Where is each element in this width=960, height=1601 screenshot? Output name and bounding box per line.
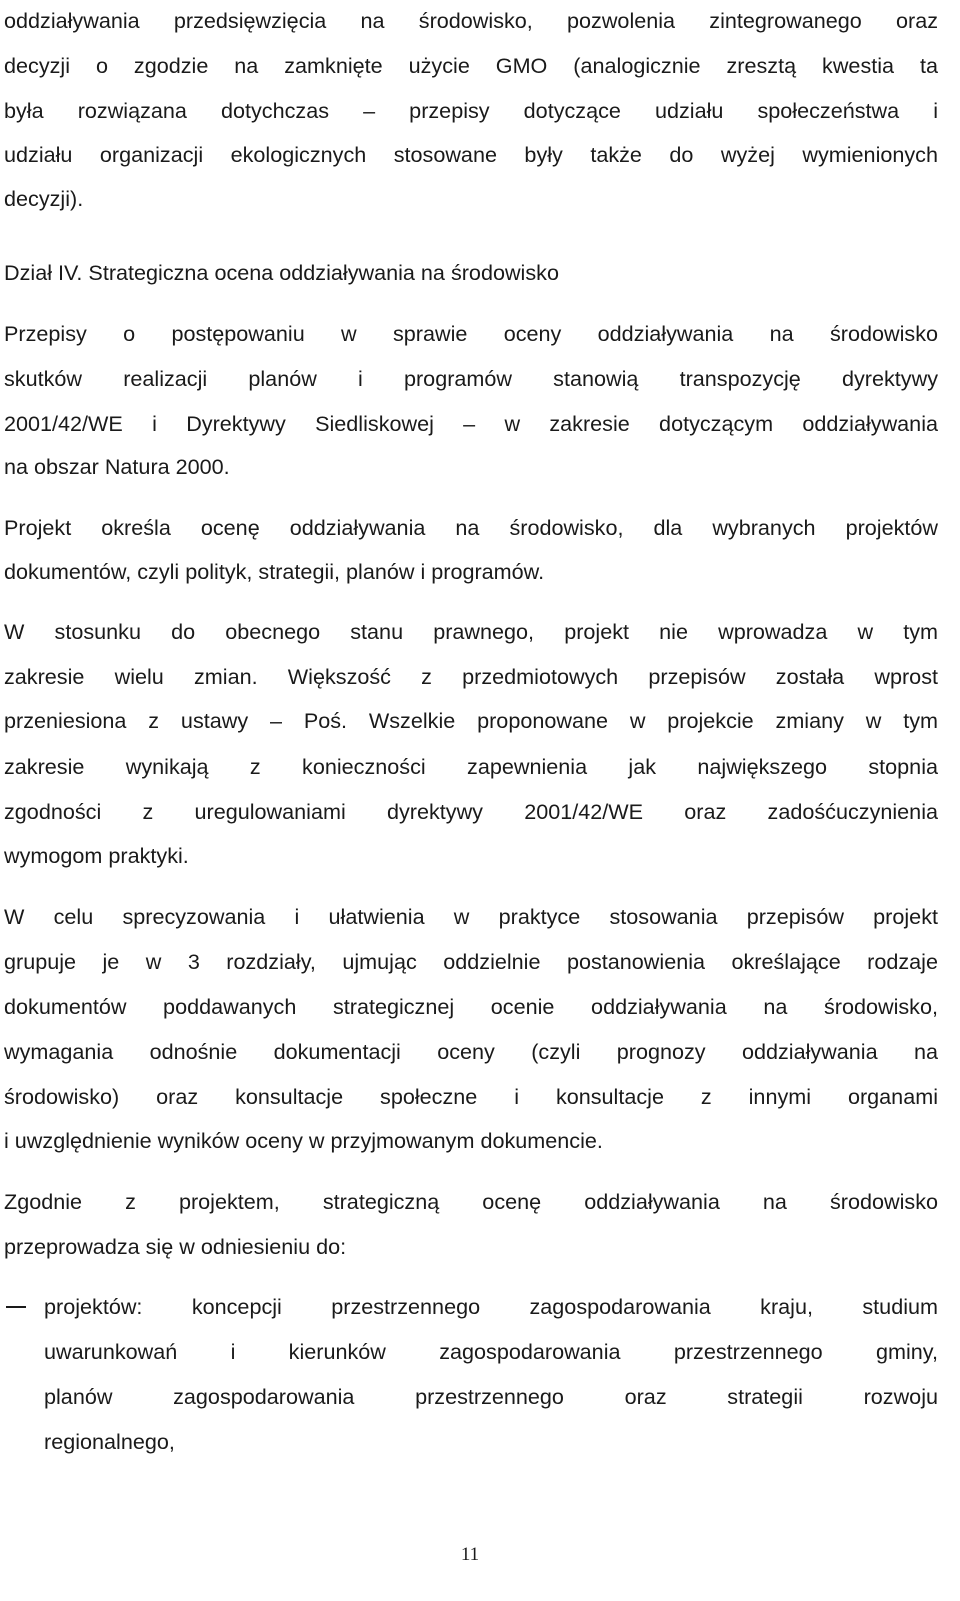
text-line: 2001/42/WE i Dyrektywy Siedliskowej – w zakresie dotyczącym oddziaływania [4,411,938,436]
text-line: Zgodnie z projektem, strategiczną ocenę oddziaływania na środowisko [4,1189,938,1214]
text-line: wymogom praktyki. [4,843,189,868]
text-line: Przepisy o postępowaniu w sprawie oceny oddziaływania na środowisko [4,321,938,346]
dash-bullet-icon [4,1292,26,1322]
text-line: oddziaływania przedsięwzięcia na środowisko, pozwolenia zintegrowanego oraz [4,8,938,33]
text-line: dokumentów poddawanych strategicznej ocenie oddziaływania na środowisko, [4,994,938,1019]
text-line: Projekt określa ocenę oddziaływania na środowisko, dla wybranych projektów [4,515,938,540]
text-line: była rozwiązana dotychczas – przepisy dotyczące udziału społeczeństwa i [4,98,938,123]
section-heading: Dział IV. Strategiczna ocena oddziaływania na środowisko [4,260,559,285]
text-line: dokumentów, czyli polityk, strategii, planów i programów. [4,559,545,584]
text-line: zakresie wynikają z konieczności zapewnienia jak największego stopnia [4,754,938,779]
list-item-line: regionalnego, [44,1429,175,1454]
text-line: grupuje je w 3 rozdziały, ujmując oddzielnie postanowienia określające rodzaje [4,949,938,974]
page-number: 11 [460,1544,480,1565]
text-line: W celu sprecyzowania i ułatwienia w praktyce stosowania przepisów projekt [4,904,938,929]
text-line: przeniesiona z ustawy – Poś. Wszelkie proponowane w projekcie zmiany w tym [4,708,938,733]
text-line: środowisko) oraz konsultacje społeczne i konsultacje z innymi organami [4,1084,938,1109]
list-item-line: projektów: koncepcji przestrzennego zagospodarowania kraju, studium [44,1294,938,1319]
text-line: decyzji o zgodzie na zamknięte użycie GMO (analogicznie zresztą kwestia ta [4,53,938,78]
text-line: zgodności z uregulowaniami dyrektywy 2001/42/WE oraz zadośćuczynienia [4,799,938,824]
text-line: W stosunku do obecnego stanu prawnego, projekt nie wprowadza w tym [4,619,938,644]
text-line: na obszar Natura 2000. [4,454,230,479]
text-line: decyzji). [4,186,84,211]
text-line: przeprowadza się w odniesieniu do: [4,1234,347,1259]
text-line: i uwzględnienie wyników oceny w przyjmowanym dokumencie. [4,1128,603,1153]
text-line: zakresie wielu zmian. Większość z przedmiotowych przepisów została wprost [4,664,938,689]
text-line: udziału organizacji ekologicznych stosowane były także do wyżej wymienionych [4,142,938,167]
list-item-line: uwarunkowań i kierunków zagospodarowania przestrzennego gminy, [44,1339,938,1364]
list-item-line: planów zagospodarowania przestrzennego oraz strategii rozwoju [44,1384,938,1409]
text-line: wymagania odnośnie dokumentacji oceny (czyli prognozy oddziaływania na [4,1039,938,1064]
text-line: skutków realizacji planów i programów stanowią transpozycję dyrektywy [4,366,938,391]
